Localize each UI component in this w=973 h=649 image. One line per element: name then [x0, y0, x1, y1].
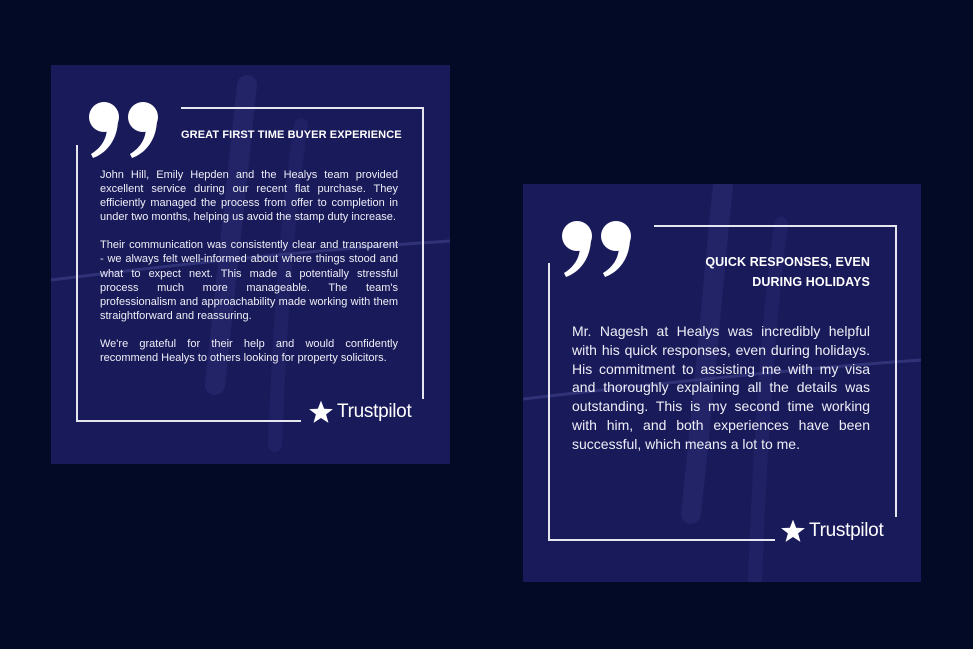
frame-top-line — [654, 225, 897, 227]
frame-left-line — [76, 145, 78, 421]
trustpilot-logo — [307, 399, 411, 425]
star-icon — [307, 399, 335, 425]
star-icon — [779, 518, 807, 544]
trustpilot-label: Trustpilot — [337, 401, 412, 422]
review-paragraph: Their communication was consistently clear and transparent - we always felt well-informed about where things stood and what to expect next. This made a potentially stressful process much more manageable. The team's professionalism and approachability made working with them straightforward and reassuring. — [100, 239, 398, 322]
trustpilot-label: Trustpilot — [809, 520, 884, 541]
frame-bottom-line — [76, 420, 301, 422]
quote-icon — [87, 101, 161, 159]
review-heading — [663, 252, 870, 292]
frame-bottom-line — [548, 539, 775, 541]
quote-icon — [560, 220, 634, 278]
review-paragraph: We're grateful for their help and would confidently recommend Healys to others looking for property solicitors. — [100, 337, 398, 365]
trustpilot-logo — [779, 518, 883, 544]
frame-right-line — [422, 107, 424, 399]
review-body — [572, 322, 870, 454]
review-paragraph: John Hill, Emily Hepden and the Healys team provided excellent service during our recent flat purchase. They efficiently managed the process from offer to completion in under two months, helping us avoid the stamp duty increase. — [100, 169, 398, 224]
review-paragraph: Mr. Nagesh at Healys was incredibly helpful with his quick responses, even during holidays. His commitment to assisting me with my visa and thoroughly explaining all the details was outstanding. This is my second time working with him, and both experiences have been successful, which means a lot to me. — [572, 323, 870, 452]
review-heading: GREAT FIRST TIME BUYER EXPERIENCE — [181, 129, 402, 141]
review-heading-line: DURING HOLIDAYS — [752, 275, 870, 289]
frame-top-line — [181, 107, 424, 109]
frame-right-line — [895, 225, 897, 517]
review-body — [100, 168, 398, 365]
frame-left-line — [548, 263, 550, 540]
review-card-2 — [523, 184, 921, 582]
review-heading-line: QUICK RESPONSES, EVEN — [705, 255, 870, 269]
review-card-1 — [51, 65, 450, 464]
